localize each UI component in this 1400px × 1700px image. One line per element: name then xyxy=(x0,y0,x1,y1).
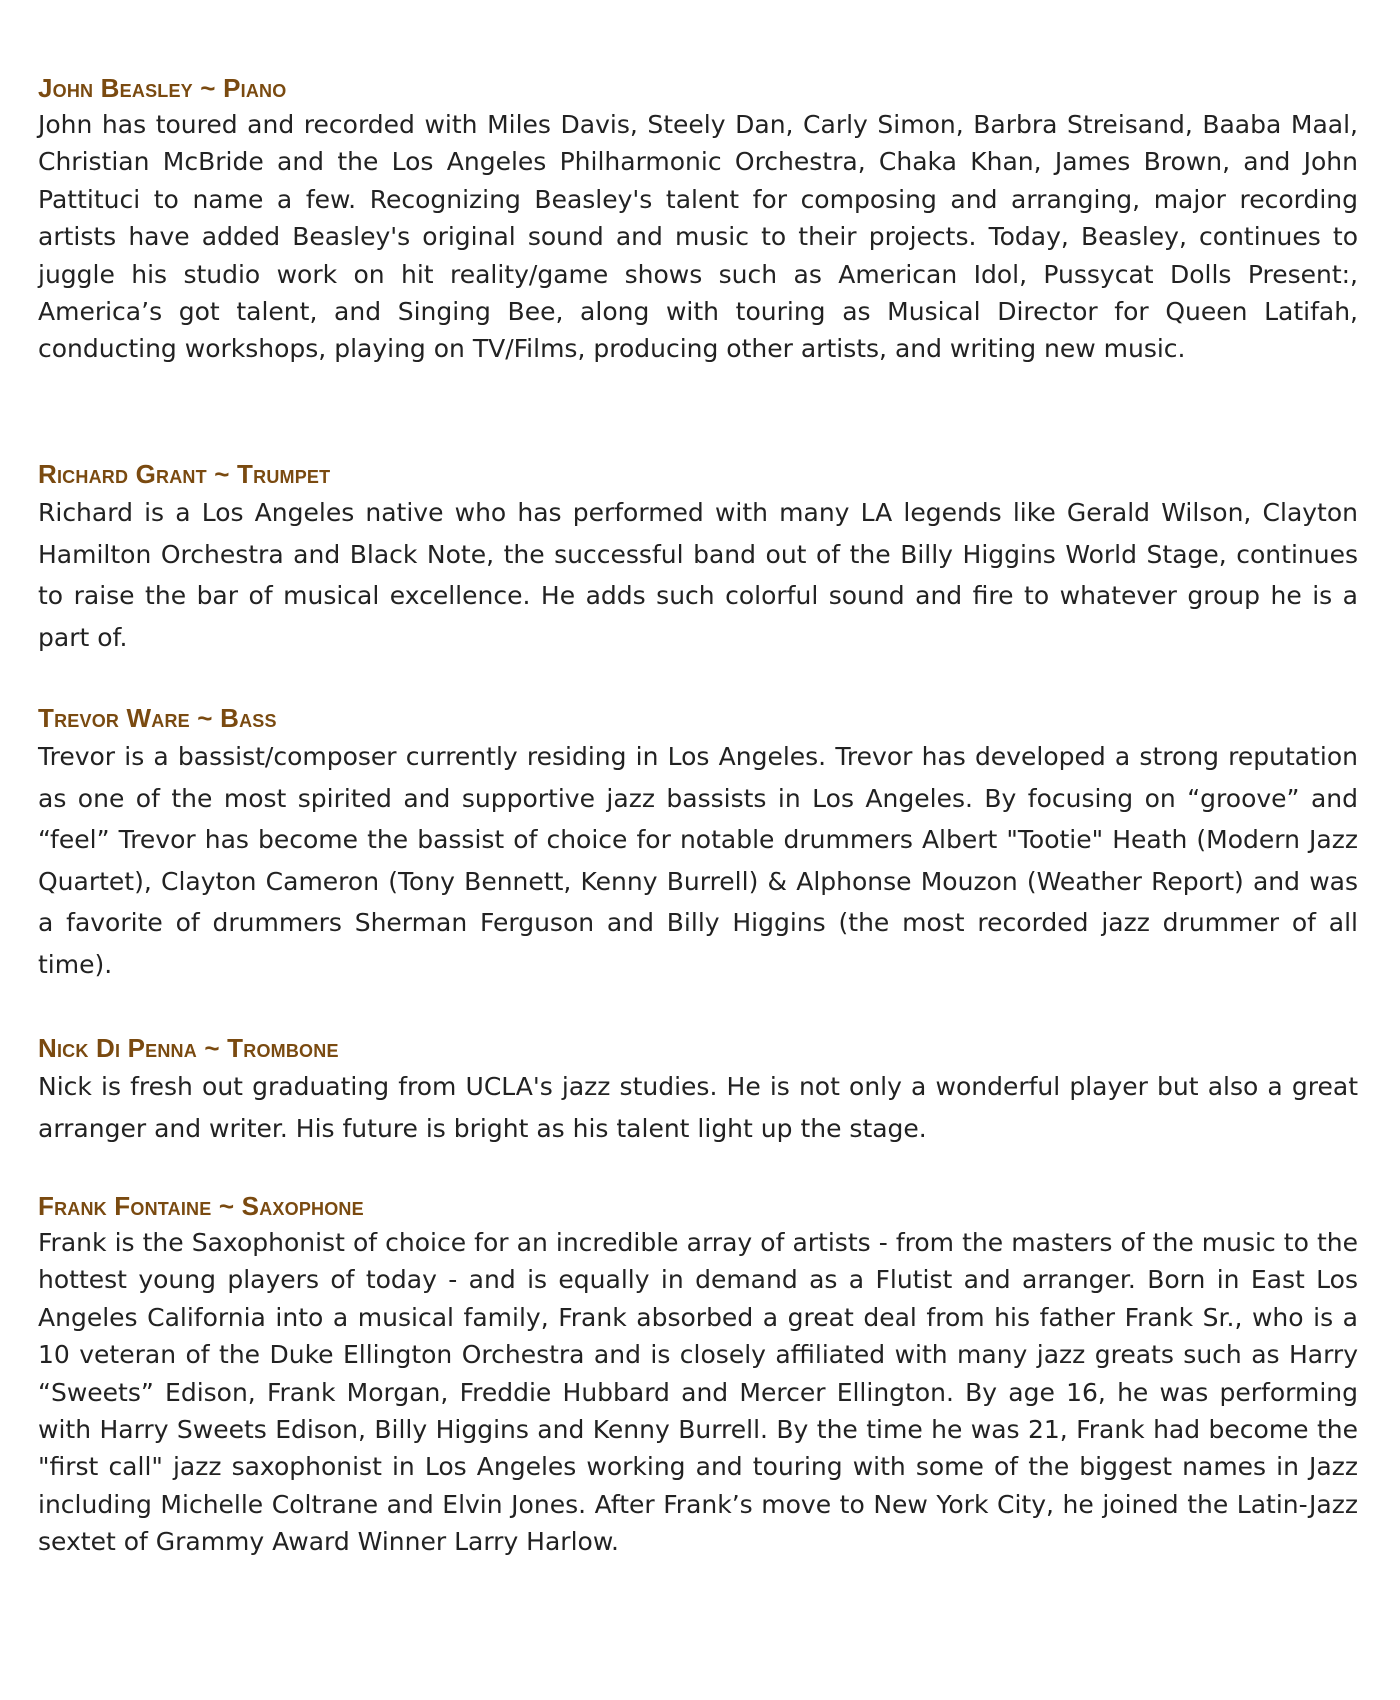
bio-heading-frank-fontaine: Frank Fontaine ~ Saxophone xyxy=(38,1191,364,1221)
bio-heading-richard-grant: Richard Grant ~ Trumpet xyxy=(38,459,331,489)
bio-section-frank-fontaine xyxy=(38,1188,1358,1561)
bio-section-richard-grant xyxy=(38,456,1358,658)
bio-section-john-beasley xyxy=(38,70,1358,368)
bio-text-trevor-ware: Trevor is a bassist/composer currently residing in Los Angeles. Trevor has developed a strong reputation as one of the most spirited and supportive jazz bassists in Los Angeles. By focusing on “groove” and “feel” Trevor has become the bassist of choice for notable drummers Albert "Tootie" Heath (Modern Jazz Quartet), Clayton Cameron (Tony Bennett, Kenny Burrell) & Alphonse Mouzon (Weather Report) and was a favorite of drummers Sherman Ferguson and Billy Higgins (the most recorded jazz drummer of all time). xyxy=(38,742,1358,979)
bio-text-john-beasley: John has toured and recorded with Miles Davis, Steely Dan, Carly Simon, Barbra Streisand, Baaba Maal, Christian McBride and the Los Angeles Philharmonic Orchestra, Chaka Khan, James Brown, and John Pattituci to name a few. Recognizing Beasley's talent for composing and arranging, major recording artists have added Beasley's original sound and music to their projects. Today, Beasley, continues to juggle his studio work on hit reality/game shows such as American Idol, Pussycat Dolls Present:, America’s got talent, and Singing Bee, along with touring as Musical Director for Queen Latifah, conducting workshops, playing on TV/Films, producing other artists, and writing new music. xyxy=(38,110,1358,364)
bio-heading-trevor-ware: Trevor Ware ~ Bass xyxy=(38,703,277,733)
bio-text-richard-grant: Richard is a Los Angeles native who has performed with many LA legends like Gerald Wilson, Clayton Hamilton Orchestra and Black Note, the successful band out of the Billy Higgins World Stage, continues to raise the bar of musical excellence. He adds such colorful sound and fire to whatever group he is a part of. xyxy=(38,498,1358,652)
bio-section-nick-di-penna xyxy=(38,1030,1358,1149)
bio-heading-nick-di-penna: Nick Di Penna ~ Trombone xyxy=(38,1033,339,1063)
bio-text-frank-fontaine: Frank is the Saxophonist of choice for an incredible array of artists - from the masters of the music to the hottest young players of today - and is equally in demand as a Flutist and arranger. Born in East Los Angeles California into a musical family, Frank absorbed a great deal from his father Frank Sr., who is a 10 veteran of the Duke Ellington Orchestra and is closely affiliated with many jazz greats such as Harry “Sweets” Edison, Frank Morgan, Freddie Hubbard and Mercer Ellington. By age 16, he was performing with Harry Sweets Edison, Billy Higgins and Kenny Burrell. By the time he was 21, Frank had become the "first call" jazz saxophonist in Los Angeles working and touring with some of the biggest names in Jazz including Michelle Coltrane and Elvin Jones. After Frank’s move to New York City, he joined the Latin-Jazz sextet of Grammy Award Winner Larry Harlow. xyxy=(38,1228,1358,1557)
bio-text-nick-di-penna: Nick is fresh out graduating from UCLA's jazz studies. He is not only a wonderful player but also a great arranger and writer. His future is bright as his talent light up the stage. xyxy=(38,1072,1358,1143)
bio-section-trevor-ware xyxy=(38,700,1358,986)
bio-heading-john-beasley: John Beasley ~ Piano xyxy=(38,73,287,103)
